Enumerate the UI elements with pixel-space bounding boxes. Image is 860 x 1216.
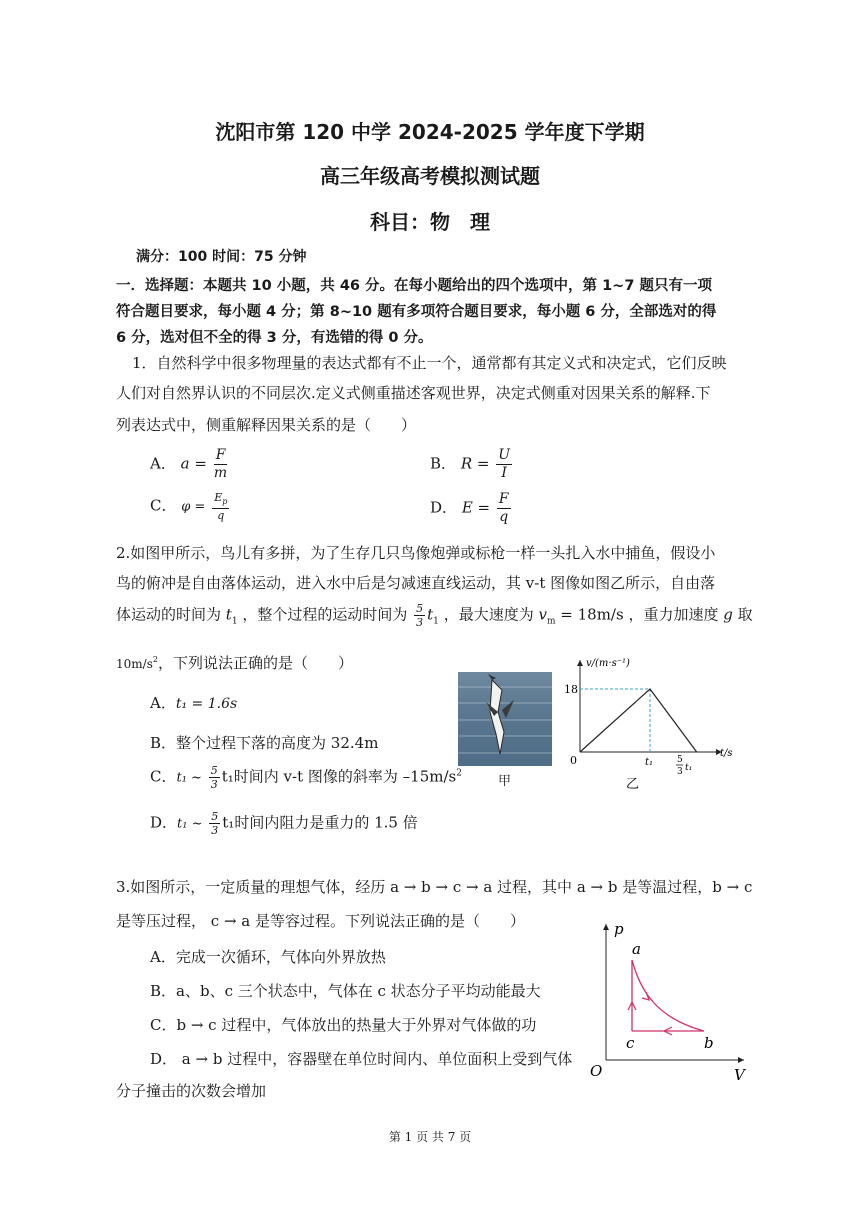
option-label: C．: [150, 496, 177, 515]
text: ，下列说法正确的是（ ）: [157, 654, 353, 672]
q1-stem-line1: 1．自然科学中很多物理量的表达式都有不止一个，通常都有其定义式和决定式，它们反映: [132, 354, 727, 372]
q3-option-d-line2[interactable]: 分子撞击的次数会增加: [116, 1082, 267, 1100]
x-axis-label: t/s: [720, 748, 733, 759]
photo-caption: 甲: [498, 774, 512, 789]
fraction: [209, 810, 220, 837]
fraction: [214, 447, 228, 482]
symbol: t: [427, 605, 434, 624]
denominator: 3: [416, 616, 424, 629]
formula-lhs: R =: [460, 454, 490, 473]
superscript: 2: [456, 768, 462, 779]
numerator-subscript: p: [222, 497, 228, 507]
numerator: 5: [211, 810, 219, 823]
fraction: [414, 602, 425, 629]
q2-stem-line2: 鸟的俯冲是自由落体运动，进入水中后是匀减速直线运动，其 v-t 图像如图乙所示，自由落: [116, 574, 716, 592]
q3-option-b[interactable]: B．a、b、c 三个状态中，气体在 c 状态分子平均动能最大: [150, 982, 541, 1000]
v-label: V: [734, 1066, 745, 1084]
subscript: 1: [433, 616, 439, 627]
option-label: D．: [150, 813, 178, 832]
pv-diagram: [584, 918, 754, 1084]
graph-caption: 乙: [626, 777, 640, 792]
option-label: D．: [430, 498, 458, 517]
q1-stem-line3: 列表达式中，侧重解释因果关系的是（ ）: [116, 416, 417, 434]
exam-title: 沈阳市第 120 中学 2024-2025 学年度下学期: [215, 120, 645, 144]
numerator: [212, 491, 229, 509]
y-tick-18: 18: [564, 683, 578, 696]
text: 体运动的时间为: [116, 605, 222, 624]
q2-stem-line3: [116, 602, 753, 629]
text: ，整个过程的运动时间为: [242, 605, 408, 624]
denominator: m: [213, 465, 228, 481]
diving-bird-photo: [458, 672, 552, 766]
denominator: 3: [210, 778, 218, 791]
isotherm-ab: [632, 960, 704, 1031]
option-text: t₁时间内阻力是重力的 1.5 倍: [222, 813, 418, 832]
q3-option-c[interactable]: C．b → c 过程中，气体放出的热量大于外界对气体做的功: [150, 1016, 537, 1034]
option-label: C．: [150, 767, 177, 786]
fraction: [209, 764, 220, 791]
numerator: 5: [416, 602, 424, 615]
section-instructions-line1: 一．选择题：本题共 10 小题，共 46 分。在每小题给出的四个选项中，第 1~7 题只有一项: [116, 278, 712, 294]
subject-title: 科目：物 理: [370, 210, 490, 234]
q1-option-a[interactable]: [150, 447, 229, 482]
subscript: 1: [231, 616, 238, 627]
formula: t₁ ~: [176, 770, 202, 786]
denominator: q: [217, 509, 225, 523]
section-instructions-line3: 6 分，选对但不全的得 3 分，有选错的得 0 分。: [116, 330, 433, 346]
superscript: 2: [152, 655, 158, 664]
state-b-label: b: [704, 1034, 714, 1052]
option-label: A．: [150, 454, 176, 473]
formula: t₁ ~: [177, 816, 203, 832]
q2-stem-line1: 2.如图甲所示，鸟儿有多拼，为了生存几只鸟像炮弹或标枪一样一头扎入水中捕鱼，假设小: [116, 544, 716, 562]
section-instructions-line2: 符合题目要求，每小题 4 分；第 8~10 题有多项符合题目要求，每小题 6 分，全部选对的得: [116, 304, 717, 320]
q1-option-c[interactable]: [150, 491, 231, 522]
denominator: 3: [211, 824, 219, 837]
q2-stem-line4: [116, 652, 353, 673]
text: 取: [732, 605, 753, 624]
p-label: p: [614, 920, 624, 938]
numerator: U: [498, 447, 511, 463]
q3-option-a[interactable]: A．完成一次循环，气体向外界放热: [150, 948, 386, 966]
velocity-line: [580, 689, 697, 752]
origin-label: 0: [570, 754, 577, 767]
q2-option-c[interactable]: [150, 764, 462, 791]
denominator: I: [501, 465, 507, 481]
symbol: t: [225, 605, 232, 624]
denominator: q: [499, 509, 509, 525]
formula-lhs: E =: [461, 498, 491, 517]
page-footer: 第 1 页 共 7 页: [388, 1130, 472, 1144]
symbol: v: [538, 605, 547, 624]
numerator-symbol: E: [214, 491, 223, 504]
numerator: 5: [210, 764, 218, 777]
x-tick-53-num: 5: [677, 755, 683, 765]
q2-option-d[interactable]: [150, 810, 418, 837]
formula: t₁ = 1.6s: [175, 696, 238, 712]
numerator: F: [215, 447, 226, 463]
q1-stem-line2: 人们对自然界认识的不同层次.定义式侧重描述客观世界，决定式侧重对因果关系的解释.下: [116, 384, 711, 402]
q2-option-b[interactable]: B．整个过程下落的高度为 32.4m: [150, 734, 379, 752]
formula-lhs: a =: [180, 454, 207, 473]
option-label: A．: [150, 694, 176, 712]
vt-graph: [560, 652, 750, 792]
state-a-label: a: [632, 940, 641, 958]
origin-o-label: O: [590, 1062, 603, 1080]
text: ，最大速度为: [443, 605, 534, 624]
x-tick-53-den: 3: [677, 767, 683, 777]
value: = 18m/s: [555, 605, 624, 624]
fraction: [212, 491, 229, 522]
fraction: [496, 447, 512, 482]
q3-option-d-line1[interactable]: D． a → b 过程中，容器壁在单位时间内、单位面积上受到气体: [150, 1050, 573, 1068]
x-tick-t1: t₁: [645, 757, 654, 768]
state-c-label: c: [626, 1034, 635, 1052]
option-label: B．: [430, 454, 457, 473]
q1-option-b[interactable]: [430, 447, 514, 482]
symbol: g: [723, 605, 733, 624]
option-text: t₁时间内 v-t 图像的斜率为 –15m/s: [221, 767, 457, 786]
q2-option-a[interactable]: [150, 692, 237, 713]
q1-option-d[interactable]: [430, 491, 513, 526]
exam-subtitle: 高三年级高考模拟测试题: [320, 164, 540, 188]
bird-icon: [458, 672, 552, 766]
exam-meta: 满分：100 时间：75 分钟: [136, 249, 307, 265]
subscript: m: [546, 616, 556, 627]
text: ，重力加速度: [628, 605, 719, 624]
text: 10m/s: [116, 657, 153, 671]
x-tick-53-t: t₁: [685, 763, 693, 773]
formula-lhs: φ =: [181, 499, 206, 515]
arrow-ab: [642, 992, 649, 1000]
q3-stem-line1: 3.如图所示，一定质量的理想气体，经历 a → b → c → a 过程，其中 a → b 是等温过程，b → c: [116, 878, 753, 896]
fraction: [497, 491, 511, 526]
y-axis-label: v/(m·s⁻¹): [586, 658, 630, 669]
numerator: F: [498, 491, 509, 507]
q3-stem-line2: 是等压过程， c → a 是等容过程。下列说法正确的是（ ）: [116, 912, 525, 930]
